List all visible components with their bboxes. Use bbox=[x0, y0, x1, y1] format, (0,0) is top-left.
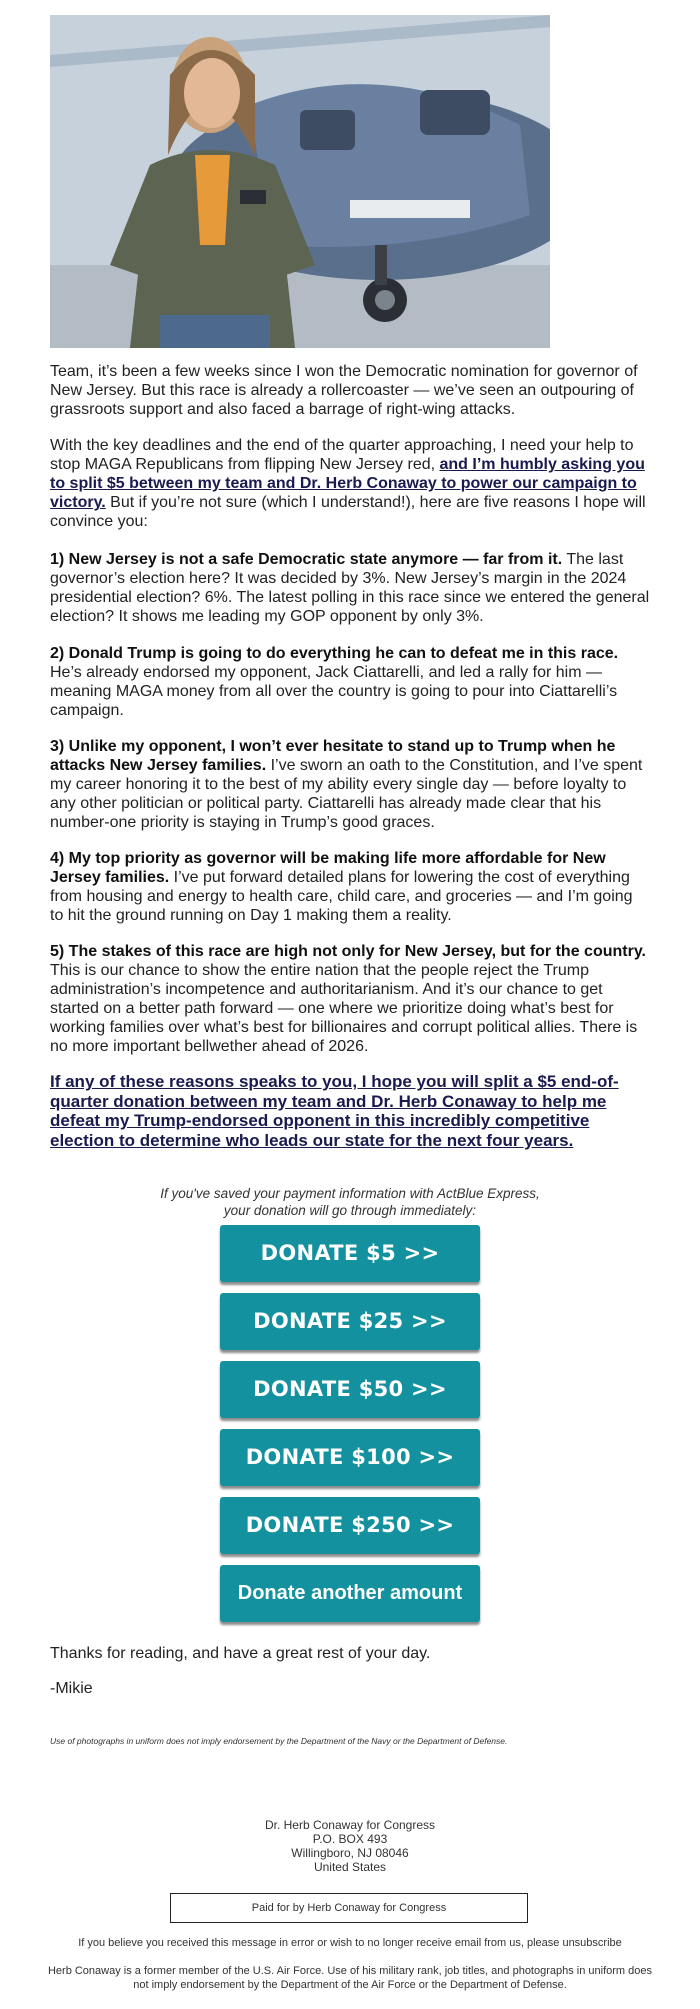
reason-4-text: I’ve put forward detailed plans for lowering the cost of everything from housing and energy to health care, child care, and groceries — and I’m going to hit the ground running on Day 1 making them a reality. bbox=[50, 869, 633, 924]
cta-donation-link[interactable]: If any of these reasons speaks to you, I hope you will split a $5 end-of-quarter donation between my team and Dr. Herb Conaway to help me defeat my Trump-endorsed opponent in this incredibly competitive election to determine who leads our state for the next four years. bbox=[50, 1072, 619, 1150]
donate-other-amount-button[interactable]: Donate another amount bbox=[220, 1565, 480, 1622]
paid-for-box: Paid for by Herb Conaway for Congress bbox=[170, 1893, 528, 1923]
address-line-2: P.O. BOX 493 bbox=[312, 1832, 388, 1846]
reason-3 bbox=[50, 737, 650, 832]
donate-100-button[interactable]: DONATE $100 >> bbox=[220, 1429, 480, 1486]
navy-disclaimer: Use of photographs in uniform does not imply endorsement by the Department of the Navy or the Department of Defense. bbox=[50, 1736, 508, 1746]
hero-illustration bbox=[50, 15, 550, 348]
address-line-3: Willingboro, NJ 08046 bbox=[291, 1846, 409, 1860]
signoff: -Mikie bbox=[50, 1680, 93, 1697]
reason-3-heading: 3) Unlike my opponent, I won’t ever hesitate to stand up to Trump when he attacks New Jersey families. bbox=[50, 738, 616, 774]
reason-5-text: This is our chance to show the entire nation that the people reject the Trump administration’s incompetence and authoritarianism. And it’s our chance to get started on a better path forward — one where we prioritize doing what’s best for working families over what’s best for billionaires and corrupt political allies. There is no more important bellwether ahead of 2026. bbox=[50, 962, 638, 1055]
reason-2 bbox=[50, 644, 650, 720]
unsubscribe-notice[interactable]: If you believe you received this message in error or wish to no longer receive email from us, please unsubscribe bbox=[78, 1937, 622, 1949]
address-line-4: United States bbox=[313, 1860, 387, 1874]
reason-1-heading: 1) New Jersey is not a safe Democratic state anymore — far from it. bbox=[50, 551, 563, 568]
reason-5-heading: 5) The stakes of this race are high not only for New Jersey, but for the country. bbox=[50, 943, 646, 960]
actblue-express-note bbox=[50, 1185, 650, 1219]
reason-2-heading: 2) Donald Trump is going to do everything he can to defeat me in this race. bbox=[50, 645, 619, 662]
split-donation-link[interactable]: and I’m humbly asking you to split $5 between my team and Dr. Herb Conaway to power our campaign to victory. bbox=[50, 456, 645, 511]
express-note-line-2: your donation will go through immediately: bbox=[223, 1203, 477, 1218]
donate-5-button[interactable]: DONATE $5 >> bbox=[220, 1225, 480, 1282]
reason-5 bbox=[50, 942, 650, 1056]
ask-paragraph-start: With the key deadlines and the end of the quarter approaching, I need your help to stop MAGA Republicans from flipping New Jersey red, bbox=[50, 437, 634, 473]
address-line-1: Dr. Herb Conaway for Congress bbox=[264, 1818, 436, 1832]
intro-paragraph: Team, it’s been a few weeks since I won the Democratic nomination for governor of New Jersey. But this race is already a rollercoaster — we’ve seen an outpouring of grassroots support and also faced a barrage of right-wing attacks. bbox=[50, 363, 638, 418]
hero-photo bbox=[50, 15, 550, 348]
reason-2-text: He’s already endorsed my opponent, Jack Ciattarelli, and led a rally for him — meaning MAGA money from all over the country is going to pour into Ciattarelli’s campaign. bbox=[50, 664, 618, 719]
military-disclaimer: Herb Conaway is a former member of the U.S. Air Force. Use of his military rank, job titles, and photographs in uniform does not imply endorsement by the Department of the Air Force or the Department of Defense. bbox=[47, 1965, 653, 1991]
reason-4 bbox=[50, 849, 650, 925]
express-note-line-1: If you've saved your payment information with ActBlue Express, bbox=[160, 1186, 540, 1201]
donate-50-button[interactable]: DONATE $50 >> bbox=[220, 1361, 480, 1418]
donate-250-button[interactable]: DONATE $250 >> bbox=[220, 1497, 480, 1554]
mailing-address bbox=[0, 1818, 700, 1874]
reason-1 bbox=[50, 550, 650, 626]
ask-paragraph-end: But if you’re not sure (which I understand!), here are five reasons I hope will convince you: bbox=[50, 494, 646, 530]
closing-thanks: Thanks for reading, and have a great rest of your day. bbox=[50, 1645, 431, 1662]
reason-1-text: The last governor’s election here? It was decided by 3%. New Jersey’s margin in the 2024 presidential election? 6%. The latest polling in this race since we entered the general election? It shows me leading my GOP opponent by only 3%. bbox=[50, 551, 650, 625]
donate-25-button[interactable]: DONATE $25 >> bbox=[220, 1293, 480, 1350]
reason-4-heading: 4) My top priority as governor will be making life more affordable for New Jersey families. bbox=[50, 850, 606, 886]
reason-3-text: I’ve sworn an oath to the Constitution, and I’ve spent my career honoring it to the best of my ability every single day — before loyalty to any other politician or political party. Ciattarelli has already made clear that his number-one priority is staying in Trump’s good graces. bbox=[50, 757, 643, 831]
ask-paragraph bbox=[50, 436, 650, 531]
